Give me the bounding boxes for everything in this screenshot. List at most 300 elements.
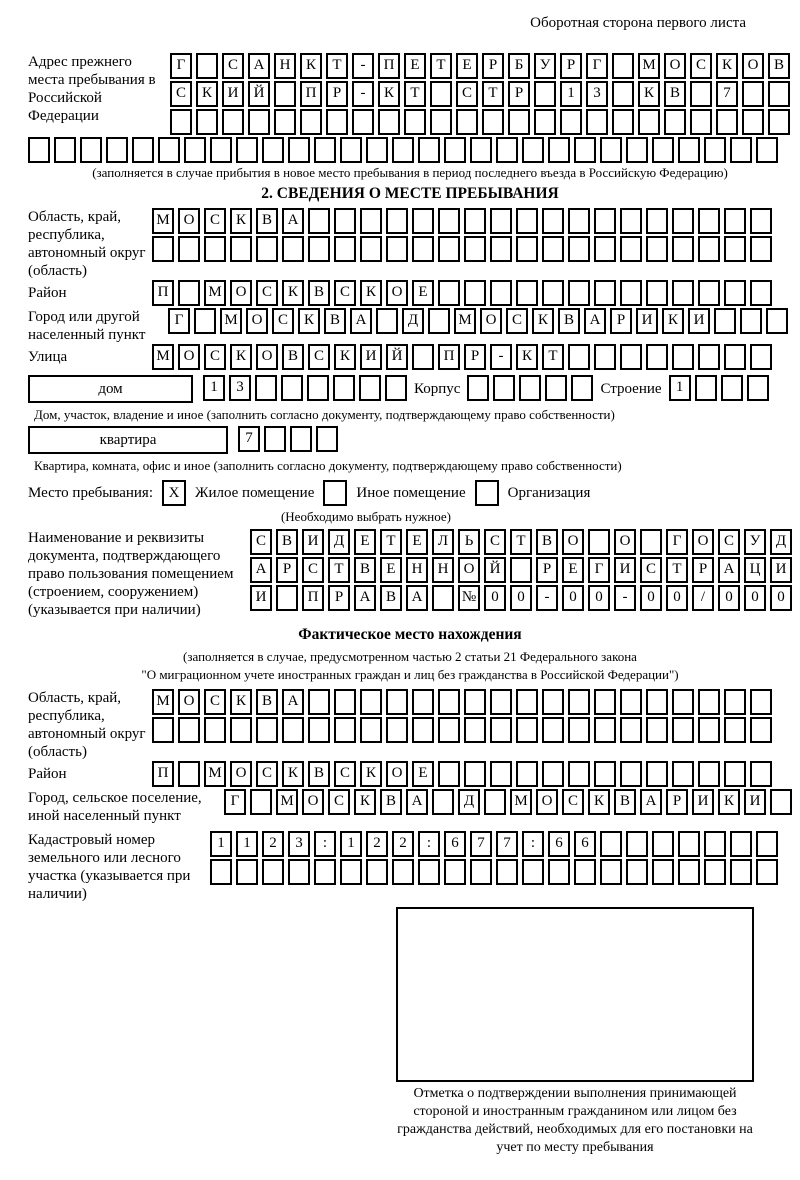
char-box[interactable]: О bbox=[536, 789, 558, 815]
char-box[interactable] bbox=[594, 717, 616, 743]
char-box[interactable] bbox=[288, 137, 310, 163]
char-box[interactable] bbox=[516, 280, 538, 306]
char-box[interactable] bbox=[204, 717, 226, 743]
char-box[interactable]: И bbox=[744, 789, 766, 815]
char-box[interactable] bbox=[366, 859, 388, 885]
char-box[interactable] bbox=[620, 280, 642, 306]
char-box[interactable] bbox=[750, 344, 772, 370]
checkbox-inoe[interactable] bbox=[323, 480, 347, 506]
char-box[interactable]: К bbox=[282, 761, 304, 787]
char-box[interactable] bbox=[678, 859, 700, 885]
char-box[interactable]: О bbox=[178, 689, 200, 715]
char-box[interactable] bbox=[438, 280, 460, 306]
char-box[interactable]: - bbox=[352, 81, 374, 107]
char-box[interactable] bbox=[516, 208, 538, 234]
char-box[interactable]: Р bbox=[276, 557, 298, 583]
char-box[interactable]: А bbox=[282, 208, 304, 234]
char-box[interactable] bbox=[672, 344, 694, 370]
char-box[interactable]: К bbox=[230, 344, 252, 370]
char-box[interactable]: К bbox=[334, 344, 356, 370]
char-box[interactable]: - bbox=[614, 585, 636, 611]
char-box[interactable]: К bbox=[718, 789, 740, 815]
char-box[interactable] bbox=[721, 375, 743, 401]
char-box[interactable] bbox=[652, 859, 674, 885]
char-box[interactable] bbox=[334, 236, 356, 262]
char-box[interactable]: С bbox=[204, 689, 226, 715]
char-box[interactable]: К bbox=[230, 208, 252, 234]
char-box[interactable] bbox=[740, 308, 762, 334]
char-box[interactable] bbox=[646, 236, 668, 262]
char-box[interactable] bbox=[522, 137, 544, 163]
char-box[interactable] bbox=[620, 689, 642, 715]
char-box[interactable] bbox=[698, 280, 720, 306]
char-box[interactable] bbox=[430, 81, 452, 107]
char-box[interactable]: / bbox=[692, 585, 714, 611]
char-box[interactable] bbox=[672, 280, 694, 306]
char-box[interactable]: М bbox=[510, 789, 532, 815]
char-box[interactable]: У bbox=[534, 53, 556, 79]
char-box[interactable] bbox=[360, 717, 382, 743]
char-box[interactable] bbox=[750, 280, 772, 306]
char-box[interactable]: О bbox=[692, 529, 714, 555]
char-box[interactable]: М bbox=[276, 789, 298, 815]
char-box[interactable]: 7 bbox=[496, 831, 518, 857]
char-box[interactable] bbox=[496, 137, 518, 163]
char-box[interactable] bbox=[519, 375, 541, 401]
char-box[interactable] bbox=[594, 208, 616, 234]
char-box[interactable] bbox=[646, 280, 668, 306]
char-box[interactable] bbox=[698, 717, 720, 743]
char-box[interactable] bbox=[360, 208, 382, 234]
char-box[interactable] bbox=[638, 109, 660, 135]
char-box[interactable]: 0 bbox=[770, 585, 792, 611]
char-box[interactable] bbox=[548, 859, 570, 885]
char-box[interactable]: С bbox=[222, 53, 244, 79]
char-box[interactable] bbox=[750, 689, 772, 715]
char-box[interactable] bbox=[730, 859, 752, 885]
char-box[interactable] bbox=[664, 109, 686, 135]
char-box[interactable]: К bbox=[516, 344, 538, 370]
char-box[interactable] bbox=[724, 280, 746, 306]
char-box[interactable] bbox=[80, 137, 102, 163]
char-box[interactable] bbox=[724, 208, 746, 234]
char-box[interactable] bbox=[308, 689, 330, 715]
char-box[interactable]: 0 bbox=[588, 585, 610, 611]
char-box[interactable] bbox=[574, 137, 596, 163]
char-box[interactable]: Е bbox=[354, 529, 376, 555]
char-box[interactable] bbox=[490, 761, 512, 787]
char-box[interactable] bbox=[545, 375, 567, 401]
char-box[interactable] bbox=[690, 81, 712, 107]
char-box[interactable] bbox=[490, 717, 512, 743]
char-box[interactable]: 0 bbox=[718, 585, 740, 611]
char-box[interactable]: Т bbox=[666, 557, 688, 583]
char-box[interactable]: М bbox=[204, 280, 226, 306]
char-box[interactable] bbox=[158, 137, 180, 163]
char-box[interactable] bbox=[456, 109, 478, 135]
char-box[interactable] bbox=[250, 789, 272, 815]
char-box[interactable]: 6 bbox=[548, 831, 570, 857]
char-box[interactable] bbox=[333, 375, 355, 401]
char-box[interactable]: М bbox=[152, 208, 174, 234]
char-box[interactable]: 0 bbox=[666, 585, 688, 611]
char-box[interactable]: 1 bbox=[340, 831, 362, 857]
char-box[interactable] bbox=[695, 375, 717, 401]
char-box[interactable]: Г bbox=[586, 53, 608, 79]
char-box[interactable]: Г bbox=[170, 53, 192, 79]
char-box[interactable]: 6 bbox=[444, 831, 466, 857]
char-box[interactable]: Д bbox=[770, 529, 792, 555]
char-box[interactable] bbox=[742, 81, 764, 107]
char-box[interactable] bbox=[490, 689, 512, 715]
char-box[interactable] bbox=[470, 137, 492, 163]
char-box[interactable] bbox=[132, 137, 154, 163]
char-box[interactable]: И bbox=[692, 789, 714, 815]
char-box[interactable]: П bbox=[302, 585, 324, 611]
char-box[interactable] bbox=[464, 761, 486, 787]
char-box[interactable] bbox=[326, 109, 348, 135]
char-box[interactable] bbox=[378, 109, 400, 135]
char-box[interactable] bbox=[594, 689, 616, 715]
char-box[interactable] bbox=[724, 236, 746, 262]
char-box[interactable] bbox=[262, 859, 284, 885]
char-box[interactable]: С bbox=[690, 53, 712, 79]
char-box[interactable]: Р bbox=[464, 344, 486, 370]
char-box[interactable] bbox=[308, 208, 330, 234]
char-box[interactable] bbox=[626, 859, 648, 885]
char-box[interactable] bbox=[652, 831, 674, 857]
char-box[interactable]: Р bbox=[666, 789, 688, 815]
char-box[interactable] bbox=[568, 689, 590, 715]
char-box[interactable]: С bbox=[256, 761, 278, 787]
char-box[interactable]: О bbox=[480, 308, 502, 334]
char-box[interactable] bbox=[516, 761, 538, 787]
char-box[interactable] bbox=[308, 717, 330, 743]
char-box[interactable] bbox=[230, 236, 252, 262]
char-box[interactable]: И bbox=[302, 529, 324, 555]
char-box[interactable]: И bbox=[222, 81, 244, 107]
char-box[interactable]: П bbox=[152, 280, 174, 306]
char-box[interactable]: Й bbox=[248, 81, 270, 107]
char-box[interactable] bbox=[307, 375, 329, 401]
char-box[interactable]: 1 bbox=[236, 831, 258, 857]
char-box[interactable]: Г bbox=[666, 529, 688, 555]
char-box[interactable] bbox=[508, 109, 530, 135]
char-box[interactable] bbox=[430, 109, 452, 135]
char-box[interactable]: 3 bbox=[229, 375, 251, 401]
char-box[interactable] bbox=[412, 236, 434, 262]
char-box[interactable]: В bbox=[558, 308, 580, 334]
char-box[interactable] bbox=[600, 859, 622, 885]
char-box[interactable]: Н bbox=[274, 53, 296, 79]
char-box[interactable]: В bbox=[324, 308, 346, 334]
char-box[interactable] bbox=[750, 208, 772, 234]
char-box[interactable] bbox=[612, 81, 634, 107]
char-box[interactable] bbox=[646, 208, 668, 234]
char-box[interactable] bbox=[716, 109, 738, 135]
char-box[interactable] bbox=[314, 137, 336, 163]
char-box[interactable] bbox=[560, 109, 582, 135]
char-box[interactable] bbox=[196, 53, 218, 79]
char-box[interactable] bbox=[548, 137, 570, 163]
char-box[interactable]: М bbox=[204, 761, 226, 787]
char-box[interactable] bbox=[282, 236, 304, 262]
char-box[interactable]: Р bbox=[692, 557, 714, 583]
char-box[interactable]: С bbox=[456, 81, 478, 107]
char-box[interactable]: 1 bbox=[669, 375, 691, 401]
char-box[interactable]: 3 bbox=[288, 831, 310, 857]
char-box[interactable] bbox=[392, 137, 414, 163]
char-box[interactable]: В bbox=[536, 529, 558, 555]
char-box[interactable] bbox=[594, 761, 616, 787]
char-box[interactable] bbox=[178, 280, 200, 306]
char-box[interactable]: : bbox=[314, 831, 336, 857]
char-box[interactable] bbox=[574, 859, 596, 885]
char-box[interactable]: М bbox=[638, 53, 660, 79]
char-box[interactable] bbox=[282, 717, 304, 743]
char-box[interactable] bbox=[516, 236, 538, 262]
char-box[interactable]: С bbox=[308, 344, 330, 370]
char-box[interactable]: Е bbox=[406, 529, 428, 555]
char-box[interactable]: О bbox=[230, 280, 252, 306]
char-box[interactable] bbox=[170, 109, 192, 135]
char-box[interactable] bbox=[724, 717, 746, 743]
char-box[interactable]: С bbox=[256, 280, 278, 306]
char-box[interactable]: Н bbox=[432, 557, 454, 583]
char-box[interactable] bbox=[264, 426, 286, 452]
char-box[interactable] bbox=[768, 109, 790, 135]
char-box[interactable] bbox=[210, 137, 232, 163]
char-box[interactable] bbox=[418, 859, 440, 885]
char-box[interactable] bbox=[672, 208, 694, 234]
char-box[interactable]: М bbox=[454, 308, 476, 334]
char-box[interactable] bbox=[106, 137, 128, 163]
char-box[interactable]: К bbox=[300, 53, 322, 79]
char-box[interactable] bbox=[308, 236, 330, 262]
char-box[interactable] bbox=[724, 689, 746, 715]
char-box[interactable]: В bbox=[282, 344, 304, 370]
char-box[interactable]: И bbox=[770, 557, 792, 583]
char-box[interactable]: Р bbox=[482, 53, 504, 79]
char-box[interactable]: С bbox=[506, 308, 528, 334]
char-box[interactable] bbox=[612, 53, 634, 79]
char-box[interactable] bbox=[698, 344, 720, 370]
char-box[interactable] bbox=[672, 236, 694, 262]
char-box[interactable] bbox=[714, 308, 736, 334]
char-box[interactable] bbox=[568, 280, 590, 306]
char-box[interactable]: А bbox=[718, 557, 740, 583]
char-box[interactable]: 2 bbox=[366, 831, 388, 857]
char-box[interactable] bbox=[768, 81, 790, 107]
char-box[interactable]: О bbox=[246, 308, 268, 334]
char-box[interactable]: С bbox=[170, 81, 192, 107]
char-box[interactable] bbox=[750, 717, 772, 743]
char-box[interactable] bbox=[236, 859, 258, 885]
char-box[interactable] bbox=[428, 308, 450, 334]
char-box[interactable] bbox=[464, 208, 486, 234]
char-box[interactable]: 0 bbox=[484, 585, 506, 611]
char-box[interactable] bbox=[288, 859, 310, 885]
char-box[interactable]: С bbox=[302, 557, 324, 583]
char-box[interactable] bbox=[386, 208, 408, 234]
char-box[interactable] bbox=[256, 236, 278, 262]
char-box[interactable]: А bbox=[282, 689, 304, 715]
char-box[interactable] bbox=[600, 831, 622, 857]
char-box[interactable] bbox=[542, 236, 564, 262]
char-box[interactable]: О bbox=[230, 761, 252, 787]
char-box[interactable] bbox=[334, 208, 356, 234]
char-box[interactable] bbox=[392, 859, 414, 885]
char-box[interactable]: О bbox=[458, 557, 480, 583]
char-box[interactable]: У bbox=[744, 529, 766, 555]
char-box[interactable]: К bbox=[282, 280, 304, 306]
char-box[interactable] bbox=[620, 344, 642, 370]
char-box[interactable]: 0 bbox=[744, 585, 766, 611]
char-box[interactable]: Р bbox=[536, 557, 558, 583]
char-box[interactable] bbox=[385, 375, 407, 401]
char-box[interactable]: В bbox=[614, 789, 636, 815]
char-box[interactable] bbox=[184, 137, 206, 163]
char-box[interactable] bbox=[724, 344, 746, 370]
char-box[interactable]: Ц bbox=[744, 557, 766, 583]
char-box[interactable]: Б bbox=[508, 53, 530, 79]
char-box[interactable] bbox=[620, 236, 642, 262]
char-box[interactable] bbox=[742, 109, 764, 135]
char-box[interactable] bbox=[334, 689, 356, 715]
char-box[interactable] bbox=[340, 137, 362, 163]
char-box[interactable] bbox=[412, 344, 434, 370]
char-box[interactable]: М bbox=[220, 308, 242, 334]
char-box[interactable]: К bbox=[662, 308, 684, 334]
char-box[interactable] bbox=[490, 236, 512, 262]
char-box[interactable]: Р bbox=[508, 81, 530, 107]
char-box[interactable] bbox=[756, 859, 778, 885]
char-box[interactable]: В bbox=[308, 761, 330, 787]
char-box[interactable] bbox=[178, 236, 200, 262]
char-box[interactable] bbox=[262, 137, 284, 163]
char-box[interactable]: : bbox=[522, 831, 544, 857]
char-box[interactable]: 7 bbox=[716, 81, 738, 107]
char-box[interactable] bbox=[646, 689, 668, 715]
char-box[interactable] bbox=[750, 761, 772, 787]
char-box[interactable]: Е bbox=[456, 53, 478, 79]
char-box[interactable]: - bbox=[352, 53, 374, 79]
char-box[interactable] bbox=[352, 109, 374, 135]
char-box[interactable]: А bbox=[584, 308, 606, 334]
char-box[interactable] bbox=[444, 137, 466, 163]
char-box[interactable]: О bbox=[742, 53, 764, 79]
char-box[interactable]: № bbox=[458, 585, 480, 611]
char-box[interactable]: О bbox=[664, 53, 686, 79]
char-box[interactable]: Р bbox=[560, 53, 582, 79]
char-box[interactable]: В bbox=[664, 81, 686, 107]
char-box[interactable]: Г bbox=[224, 789, 246, 815]
char-box[interactable] bbox=[432, 585, 454, 611]
char-box[interactable] bbox=[438, 689, 460, 715]
char-box[interactable] bbox=[386, 717, 408, 743]
char-box[interactable] bbox=[568, 717, 590, 743]
char-box[interactable] bbox=[484, 789, 506, 815]
char-box[interactable]: В bbox=[380, 585, 402, 611]
char-box[interactable]: В bbox=[256, 208, 278, 234]
char-box[interactable] bbox=[194, 308, 216, 334]
char-box[interactable]: А bbox=[640, 789, 662, 815]
char-box[interactable] bbox=[404, 109, 426, 135]
char-box[interactable]: Н bbox=[406, 557, 428, 583]
char-box[interactable]: Т bbox=[510, 529, 532, 555]
char-box[interactable]: 1 bbox=[203, 375, 225, 401]
char-box[interactable] bbox=[300, 109, 322, 135]
char-box[interactable] bbox=[542, 761, 564, 787]
char-box[interactable] bbox=[359, 375, 381, 401]
char-box[interactable]: Д bbox=[328, 529, 350, 555]
char-box[interactable] bbox=[464, 280, 486, 306]
char-box[interactable] bbox=[704, 137, 726, 163]
char-box[interactable] bbox=[274, 109, 296, 135]
char-box[interactable] bbox=[152, 236, 174, 262]
char-box[interactable]: А bbox=[248, 53, 270, 79]
char-box[interactable] bbox=[464, 717, 486, 743]
char-box[interactable]: Й bbox=[386, 344, 408, 370]
char-box[interactable] bbox=[418, 137, 440, 163]
char-box[interactable]: Т bbox=[326, 53, 348, 79]
char-box[interactable]: К bbox=[298, 308, 320, 334]
char-box[interactable]: В bbox=[768, 53, 790, 79]
char-box[interactable]: К bbox=[588, 789, 610, 815]
char-box[interactable]: 1 bbox=[210, 831, 232, 857]
char-box[interactable]: - bbox=[490, 344, 512, 370]
char-box[interactable] bbox=[704, 831, 726, 857]
char-box[interactable] bbox=[464, 236, 486, 262]
char-box[interactable]: О bbox=[386, 280, 408, 306]
char-box[interactable] bbox=[516, 689, 538, 715]
char-box[interactable] bbox=[586, 109, 608, 135]
char-box[interactable]: Е bbox=[562, 557, 584, 583]
char-box[interactable]: Г bbox=[168, 308, 190, 334]
char-box[interactable]: С bbox=[562, 789, 584, 815]
char-box[interactable] bbox=[464, 689, 486, 715]
char-box[interactable]: Р bbox=[326, 81, 348, 107]
char-box[interactable] bbox=[612, 109, 634, 135]
char-box[interactable]: : bbox=[418, 831, 440, 857]
char-box[interactable] bbox=[152, 717, 174, 743]
char-box[interactable]: И bbox=[688, 308, 710, 334]
char-box[interactable] bbox=[493, 375, 515, 401]
char-box[interactable] bbox=[438, 208, 460, 234]
char-box[interactable] bbox=[314, 859, 336, 885]
char-box[interactable]: А bbox=[350, 308, 372, 334]
char-box[interactable] bbox=[522, 859, 544, 885]
char-box[interactable]: О bbox=[302, 789, 324, 815]
char-box[interactable] bbox=[467, 375, 489, 401]
char-box[interactable]: О bbox=[614, 529, 636, 555]
char-box[interactable]: Д bbox=[402, 308, 424, 334]
char-box[interactable] bbox=[178, 761, 200, 787]
char-box[interactable] bbox=[626, 831, 648, 857]
char-box[interactable]: 0 bbox=[510, 585, 532, 611]
char-box[interactable] bbox=[672, 717, 694, 743]
char-box[interactable]: Г bbox=[588, 557, 610, 583]
char-box[interactable]: Д bbox=[458, 789, 480, 815]
char-box[interactable]: Л bbox=[432, 529, 454, 555]
char-box[interactable]: О bbox=[178, 208, 200, 234]
char-box[interactable] bbox=[28, 137, 50, 163]
char-box[interactable] bbox=[534, 81, 556, 107]
char-box[interactable] bbox=[438, 236, 460, 262]
char-box[interactable]: Ь bbox=[458, 529, 480, 555]
char-box[interactable] bbox=[340, 859, 362, 885]
char-box[interactable]: О bbox=[256, 344, 278, 370]
